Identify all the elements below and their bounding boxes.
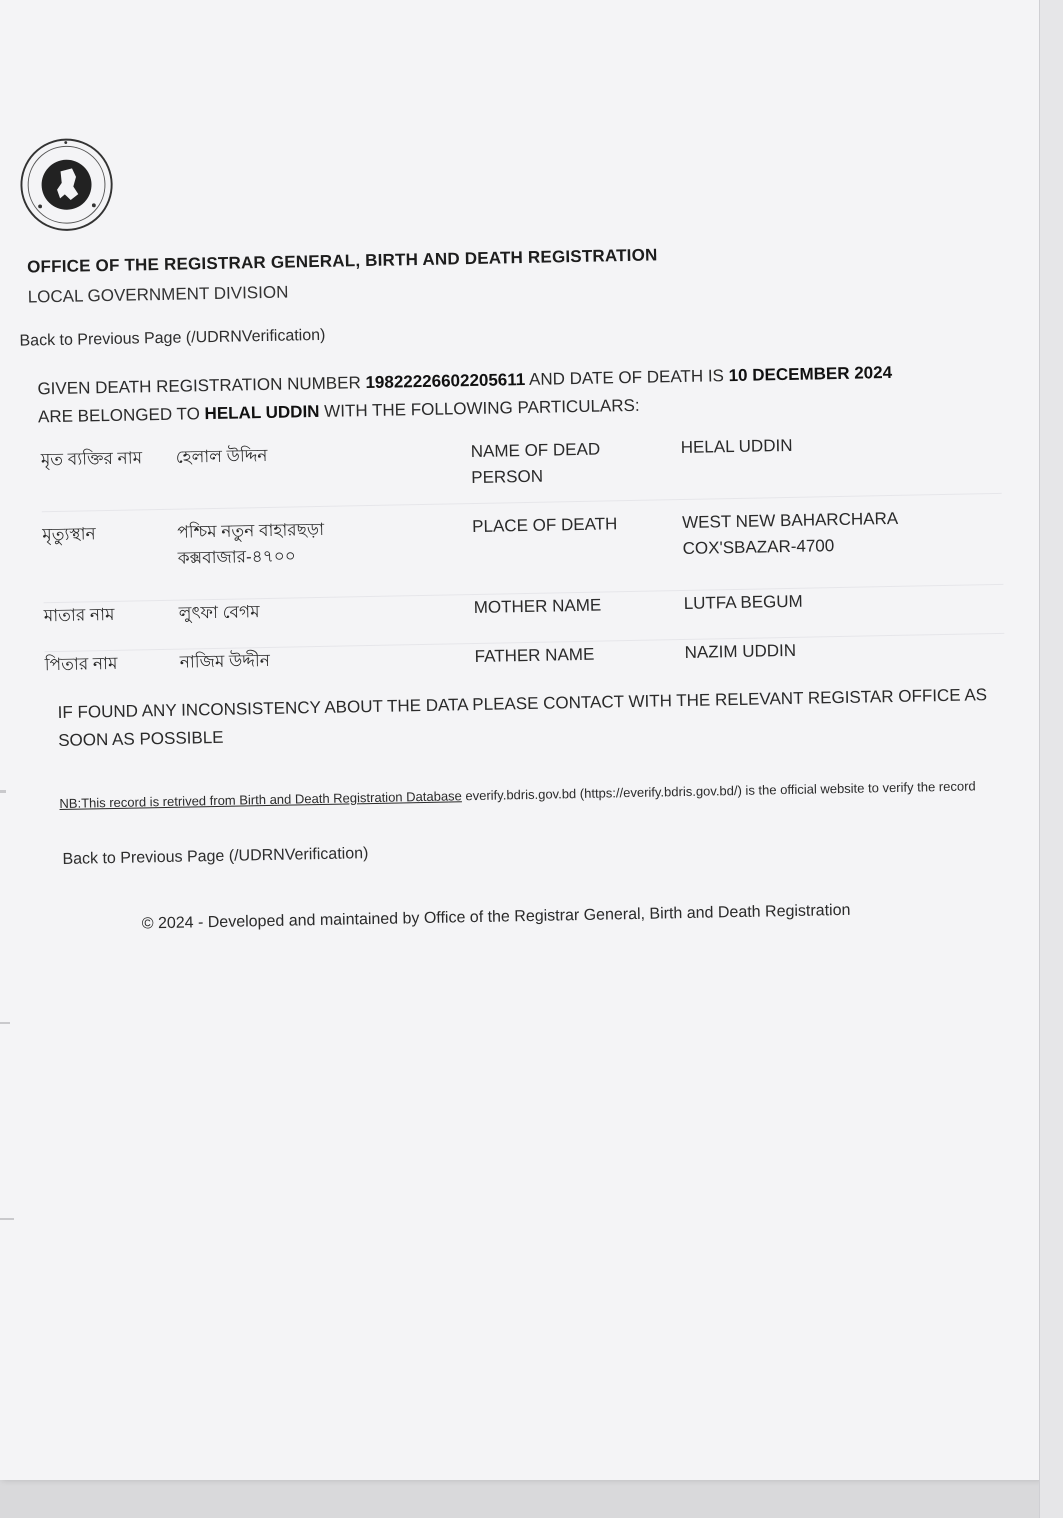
date-of-death: 10 DECEMBER 2024 bbox=[728, 362, 893, 386]
bn-value: লুৎফা বেগম bbox=[178, 602, 260, 623]
particular-row-name bbox=[41, 429, 1002, 512]
summary-statement bbox=[37, 357, 1018, 432]
bn-label: মৃত্যুস্থান bbox=[42, 524, 96, 545]
en-value: NAZIM UDDIN bbox=[684, 640, 797, 662]
summary-line2-suffix: WITH THE FOLLOWING PARTICULARS: bbox=[319, 395, 640, 421]
bn-value: পশ্চিম নতুন বাহারছড়া কক্সবাজার-৪৭০০ bbox=[177, 519, 325, 568]
nb-note bbox=[59, 775, 989, 815]
background-edge bbox=[1039, 0, 1063, 1518]
summary-prefix: GIVEN DEATH REGISTRATION NUMBER bbox=[37, 373, 366, 399]
paper-edge-mark bbox=[0, 1218, 14, 1220]
en-label: MOTHER NAME bbox=[473, 595, 602, 618]
paper-edge-mark bbox=[0, 790, 6, 793]
bn-label: পিতার নাম bbox=[44, 653, 118, 675]
summary-line2-prefix: ARE BELONGED TO bbox=[37, 404, 205, 427]
nb-database-link[interactable]: NB:This record is retrived from Birth and Death Registration Database bbox=[59, 788, 462, 812]
paper-edge-mark bbox=[0, 1022, 10, 1024]
en-label: FATHER NAME bbox=[474, 644, 595, 667]
page-title: OFFICE OF THE REGISTRAR GENERAL, BIRTH AND DEATH REGISTRATION bbox=[26, 245, 658, 277]
particulars-table bbox=[41, 429, 1006, 696]
en-label: PLACE OF DEATH bbox=[472, 514, 618, 537]
bn-value: হেলাল উদ্দিন bbox=[175, 445, 268, 467]
bn-label: মাতার নাম bbox=[43, 604, 115, 626]
en-value: LUTFA BEGUM bbox=[683, 591, 803, 613]
bn-label: মৃত ব্যক্তির নাম bbox=[40, 448, 143, 470]
inconsistency-note: IF FOUND ANY INCONSISTENCY ABOUT THE DATA PLEASE CONTACT WITH THE RELEVANT REGISTAR OFFICE AS SOON AS POSSIBLE bbox=[57, 685, 988, 751]
back-to-previous-link-bottom[interactable]: Back to Previous Page (/UDRNVerification) bbox=[62, 845, 369, 868]
deceased-name: HELAL UDDIN bbox=[204, 401, 320, 424]
registration-number: 19822226602205611 bbox=[365, 369, 526, 393]
back-to-previous-link[interactable]: Back to Previous Page (/UDRNVerification) bbox=[19, 326, 326, 350]
government-seal-icon bbox=[18, 136, 116, 234]
page-subtitle: LOCAL GOVERNMENT DIVISION bbox=[27, 282, 289, 307]
en-value: WEST NEW BAHARCHARA COX'SBAZAR-4700 bbox=[681, 508, 898, 558]
nb-rest: everify.bdris.gov.bd (https://everify.bdris.gov.bd/) is the official website to verify the record bbox=[461, 778, 976, 804]
footer-copyright: © 2024 - Developed and maintained by Office of the Registrar General, Birth and Death Registration bbox=[141, 901, 851, 933]
en-label: NAME OF DEAD PERSON bbox=[470, 439, 601, 488]
summary-middle: AND DATE OF DEATH IS bbox=[525, 366, 729, 389]
en-value: HELAL UDDIN bbox=[680, 435, 793, 458]
bn-value: নাজিম উদ্দীন bbox=[179, 650, 271, 672]
